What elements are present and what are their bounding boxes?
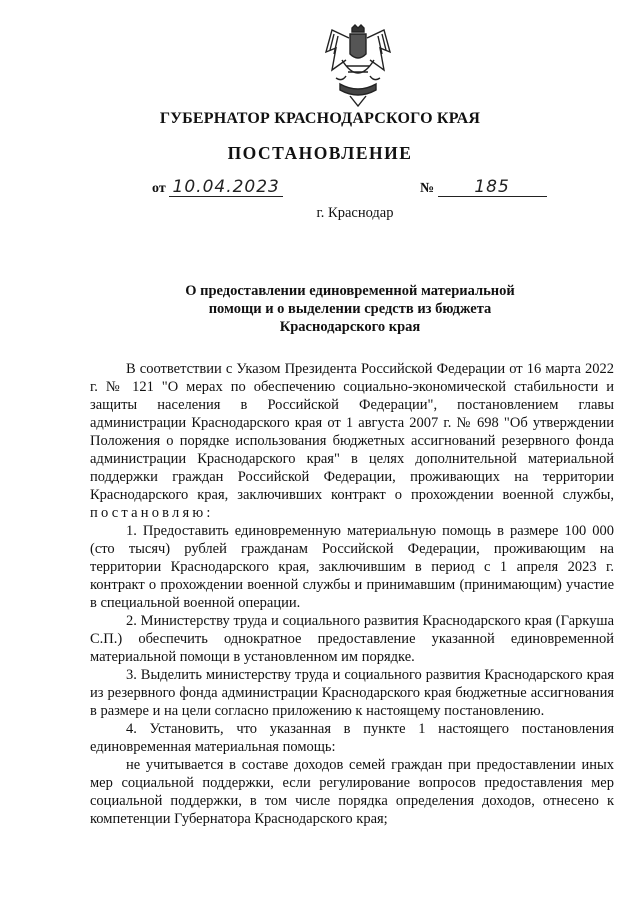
- clause-2: 2. Министерству труда и социального развития Краснодарского края (Гаркуша С.П.) обеспечить однократное предоставление указанной единовременной материальной помощи в установленном им порядке.: [90, 613, 614, 665]
- decree-word: постановляю:: [90, 505, 214, 521]
- title-line: Краснодарского края: [279, 319, 421, 335]
- date-value: 10.04.2023: [169, 178, 283, 197]
- title-line: помощи и о выделении средств из бюджета: [208, 301, 492, 317]
- document-type: ПОСТАНОВЛЕНИЕ: [227, 143, 413, 163]
- clause-4-subitem: не учитывается в составе доходов семей граждан при предоставлении иных мер социальной поддержки, если регулирование вопросов предоставления мер социальной поддержки, в том числе порядка определения доходов, отнесено к компетенции Губернатора Краснодарского края;: [90, 757, 614, 827]
- document-number: [420, 178, 547, 197]
- clause-3: 3. Выделить министерству труда и социального развития Краснодарского края из резервного фонда администрации Краснодарского края бюджетные ассигнования в размере и на цели согласно приложению к настоящему постановлению.: [90, 667, 614, 719]
- date-prefix: от: [152, 181, 166, 196]
- city: г. Краснодар: [316, 205, 394, 221]
- preamble-paragraph: [90, 360, 614, 522]
- coat-of-arms-icon: [322, 24, 394, 108]
- preamble-text: В соответствии с Указом Президента Российской Федерации от 16 марта 2022 г. № 121 "О мерах по обеспечению социально-экономической стабильности и защиты населения в Российской Федерации", постановлением главы администрации Краснодарского края от 1 августа 2007 г. № 698 "Об утверждении Положения о порядке использования бюджетных ассигнований резервного фонда администрации Краснодарского края" в целях дополнительной материальной поддержки граждан Российской Федерации, проживающих на территории Краснодарского края, заключивших контракт о прохождении военной службы,: [90, 361, 614, 503]
- issuing-authority: ГУБЕРНАТОР КРАСНОДАРСКОГО КРАЯ: [159, 110, 481, 127]
- document-date: [152, 178, 283, 197]
- number-value: 185: [438, 178, 547, 197]
- clause-4: 4. Установить, что указанная в пункте 1 настоящего постановления единовременная материальная помощь:: [90, 721, 614, 755]
- document-title: [150, 282, 550, 336]
- title-line: О предоставлении единовременной материальной: [185, 283, 515, 299]
- clause-1: 1. Предоставить единовременную материальную помощь в размере 100 000 (сто тысяч) рублей гражданам Российской Федерации, проживающим на территории Краснодарского края, заключившим в период с 1 апреля 2023 г. контракт о прохождении военной службы и принимавшим (принимающим) участие в специальной военной операции.: [90, 523, 614, 611]
- number-prefix: №: [420, 181, 435, 196]
- document-body: [90, 360, 614, 828]
